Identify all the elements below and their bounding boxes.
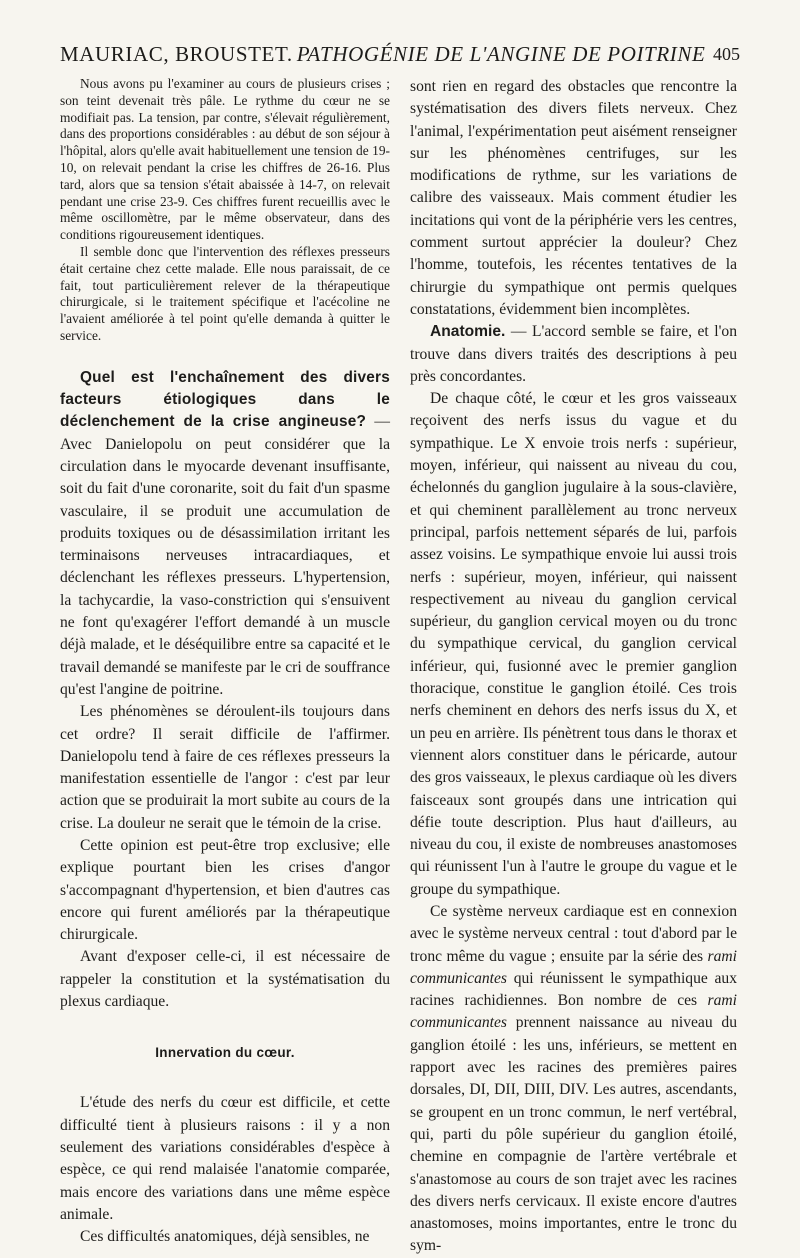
rami-term-2: rami communicantes xyxy=(410,992,737,1032)
header-authors: MAURIAC, BROUSTET. xyxy=(60,42,293,66)
question-paragraph xyxy=(60,367,390,701)
case-paragraph: Nous avons pu l'examiner au cours de plusieurs crises ; son teint devenait très pâle. Le rythme du cœur ne se modifiait pas. La tension, par contre, s'élevait régulièrement, dans des proportions considérables : au début de son séjour à l'hôpital, alors qu'elle avait habituellement une tension de 19-10, on relevait pendant la crise les chiffres de 26-16. Plus tard, alors que sa tension s'était abaissée à 14-7, on relevait pendant une crise 23-9. Ces chiffres furent recueillis avec le même oscillomètre, par le même observateur, dans des conditions rigoureusement identiques. xyxy=(60,76,390,243)
sides-paragraph: De chaque côté, le cœur et les gros vaisseaux reçoivent des nerfs issus du vague et du sympathique. Le X envoie trois nerfs : supérieur, moyen, inférieur, qui naissent au niveau du cou, échelonnés du ganglion jugulaire à la sous-clavière, et qui cheminent parallèlement au tronc nerveux principal, parfois nettement séparés de lui, parfois assez voisins. Le sympathique envoie lui aussi trois nerfs : supérieur, moyen, inférieur, qui naissent respectivement au niveau du ganglion cervical supérieur, du ganglion cervical moyen ou du tronc du sympathique cervical, du ganglion cervical inférieur, qui, fusionné avec le premier ganglion thoracique, constitue le ganglion étoilé. Ces trois nerfs cheminent en dehors des nerfs issus du X, et un peu en arrière. Ils pénètrent tous dans le thorax et viennent alors constituer dans le péricarde, autour des gros vaisseaux, le plexus cardiaque où les divers faisceaux sont groupés dans une intrication qui défie toute description. Plus haut d'ailleurs, au niveau du cou, il existe de nombreuses anastomoses qui réunissent l'un à l'autre le groupe du vague et le groupe du sympathique. xyxy=(410,390,737,898)
system-text-1: Ce système nerveux cardiaque est en connexion avec le système nerveux central : tout d'abord par le tronc même du vague ; ensuite par la série des xyxy=(410,902,737,965)
study-paragraph: L'étude des nerfs du cœur est difficile, et cette difficulté tient à plusieurs raisons : il y a non seulement des variations considérables d'espèce à espèce, ce qui rend malaisée l'anatomie comparée, mais encore des variations dans une même espèce animale. xyxy=(60,1094,390,1223)
spacer xyxy=(60,345,390,367)
difficulties-paragraph: Ces difficultés anatomiques, déjà sensibles, ne xyxy=(80,1228,370,1246)
question-text: — Avec Danielopolu on peut considérer que la circulation dans le myocarde devenant insuffisante, soit du fait d'une coronarite, soit du fait d'un spasme vasculaire, il se produit une accumulation de produits toxiques ou de désassimilation irritant les terminaisons nerveuses intracardiaques, et déclenchant les réflexes presseurs. L'hypertension, la tachycardie, la vaso-constriction qui s'ensuivent ne font qu'exagérer l'effort demandé à un muscle déjà malade, et le déséquilibre entre sa capacité et le travail demandé se manifeste par le cri de souffrance qu'est l'angine de poitrine. xyxy=(60,413,390,698)
system-text-2: qui réunissent le sympathique aux racines rachidiennes. Bon nombre de ces xyxy=(410,969,737,1010)
header-title: PATHOGÉNIE DE L'ANGINE DE POITRINE xyxy=(296,42,706,66)
order-paragraph: Les phénomènes se déroulent-ils toujours dans cet ordre? Il serait difficile de l'affirmer. Danielopolu tend à faire de ces réflexes presseurs la manifestation essentielle de l'angor : c'est par leur action que se produirait la mort subite au cours de la crise. La douleur ne serait que le témoin de la crise. xyxy=(60,703,390,832)
system-paragraph xyxy=(410,901,737,1258)
rami-term-1: rami communicantes xyxy=(410,947,737,987)
anatomy-text: — L'accord semble se faire, et l'on trouve dans divers traités des descriptions à peu près concordantes. xyxy=(410,323,737,385)
anatomy-heading: Anatomie. xyxy=(430,323,506,341)
continuation-paragraph: sont rien en regard des obstacles que rencontre la systématisation des divers filets nerveux. Chez l'animal, l'expérimentation peut aisément renseigner sur les phénomènes centrifuges, sur les modifications de rythme, sur les variations de calibre des vaisseaux. Mais comment étudier les incitations qui vont de la périphérie vers les centres, comment surtout apprécier la douleur? Chez l'homme, toutefois, les récentes tentatives de la chirurgie du sympathique ont permis quelques constatations, évidemment bien incomplètes. xyxy=(410,78,737,318)
right-column xyxy=(410,76,737,1258)
expose-paragraph: Avant d'exposer celle-ci, il est nécessaire de rappeler la constitution et la systématisation du plexus cardiaque. xyxy=(60,948,390,1011)
section-heading: Innervation du cœur. xyxy=(155,1045,295,1061)
system-text-3: prennent naissance au niveau du ganglion étoilé : les uns, inférieurs, se mettent en rapport avec les racines des premières paires dorsales, DI, DII, DIII, DIV. Les autres, ascendants, se groupent en un tronc commun, le nerf vertébral, qui, parti du pôle supérieur du ganglion étoilé, chemine en compagnie de l'artère vertébrale et s'anastomose au cours de son trajet avec les racines des divers nerfs cervicaux. Il existe encore d'autres anastomoses, moins importantes, entre le tronc du sym- xyxy=(410,1014,737,1255)
page-number: 405 xyxy=(713,44,740,64)
anatomy-paragraph xyxy=(410,321,737,388)
left-column xyxy=(60,76,390,1248)
reflex-paragraph: Il semble donc que l'intervention des réflexes presseurs était certaine chez cette malade. Elle nous paraissait, de ce fait, tout particulièrement relever de la thérapeutique chirurgicale, si le traitement spécifique et l'acécoline ne l'avaient améliorée à tel point qu'elle demanda à quitter le service. xyxy=(60,243,390,343)
question-heading: Quel est l'enchaînement des divers facteurs étiologiques dans le déclenchement de la crise angineuse? xyxy=(60,368,390,431)
opinion-paragraph: Cette opinion est peut-être trop exclusive; elle explique pourtant bien les crises d'angor s'accompagnant d'hypertension, et bien d'autres cas encore qui furent améliorés par la thérapeutique chirurgicale. xyxy=(60,836,390,944)
running-header xyxy=(60,42,740,74)
